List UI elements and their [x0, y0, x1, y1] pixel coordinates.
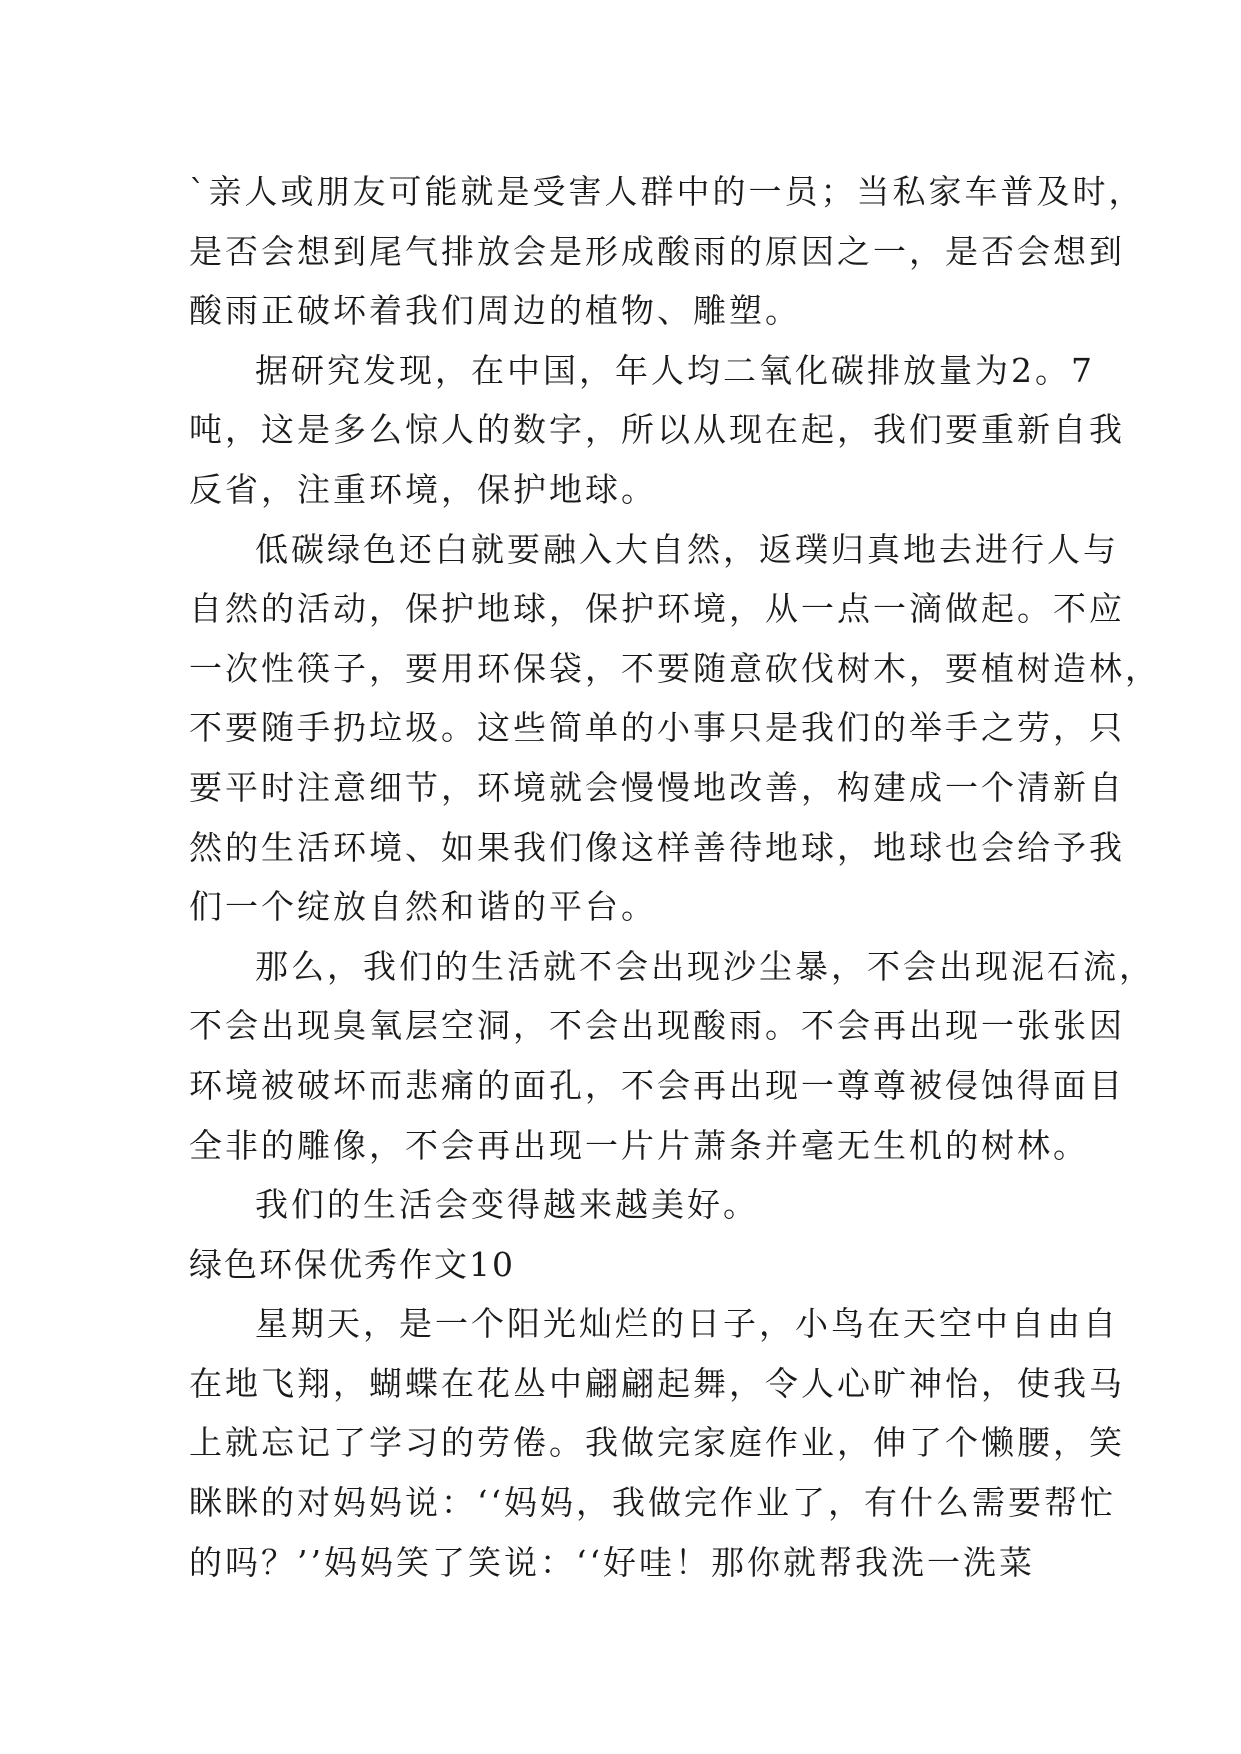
text-line: 然的生活环境、如果我们像这样善待地球，地球也会给予我	[189, 827, 1125, 867]
text-line: 眯眯的对妈妈说：‘‘妈妈，我做完作业了，有什么需要帮忙	[189, 1483, 1116, 1523]
paragraph-start-line: 据研究发现，在中国，年人均二氧化碳排放量为2。7	[255, 350, 1095, 390]
paragraph-start-line: 我们的生活会变得越来越美好。	[255, 1185, 759, 1225]
text-line: 全非的雕像，不会再出现一片片萧条并毫无生机的树林。	[189, 1125, 1089, 1165]
text-line: 一次性筷子，要用环保袋，不要随意砍伐树木，要植树造林，	[189, 648, 1161, 688]
text-line: 不要随手扔垃圾。这些简单的小事只是我们的举手之劳，只	[189, 708, 1125, 748]
text-line: 吨，这是多么惊人的数字，所以从现在起，我们要重新自我	[189, 410, 1125, 450]
section-heading: 绿色环保优秀作文10	[189, 1244, 515, 1284]
text-line: 反省，注重环境，保护地球。	[189, 469, 657, 509]
text-line: `亲人或朋友可能就是受害人群中的一员；当私家车普及时，	[189, 172, 1145, 211]
paragraph-start-line: 那么，我们的生活就不会出现沙尘暴，不会出现泥石流，	[255, 946, 1155, 986]
document-body	[189, 162, 1161, 1592]
text-line: 在地飞翔，蝴蝶在花丛中翩翩起舞，令人心旷神怡，使我马	[189, 1363, 1125, 1403]
text-line: 的吗？’’妈妈笑了笑说：‘‘好哇！那你就帮我洗一洗菜	[189, 1542, 1035, 1582]
text-line: 上就忘记了学习的劳倦。我做完家庭作业，伸了个懒腰，笑	[189, 1423, 1125, 1463]
text-line: 是否会想到尾气排放会是形成酸雨的原因之一，是否会想到	[189, 231, 1125, 271]
paragraph-start-line: 低碳绿色还白就要融入大自然，返璞归真地去进行人与	[255, 529, 1119, 569]
text-line: 要平时注意细节，环境就会慢慢地改善，构建成一个清新自	[189, 767, 1125, 807]
text-line: 不会出现臭氧层空洞，不会出现酸雨。不会再出现一张张因	[189, 1006, 1125, 1046]
text-line: 自然的活动，保护地球，保护环境，从一点一滴做起。不应	[189, 589, 1125, 629]
text-line: 酸雨正破坏着我们周边的植物、雕塑。	[189, 291, 801, 331]
text-line: 们一个绽放自然和谐的平台。	[189, 887, 657, 927]
paragraph-start-line: 星期天，是一个阳光灿烂的日子，小鸟在天空中自由自	[255, 1304, 1119, 1344]
text-line: 环境被破坏而悲痛的面孔，不会再出现一尊尊被侵蚀得面目	[189, 1065, 1125, 1105]
